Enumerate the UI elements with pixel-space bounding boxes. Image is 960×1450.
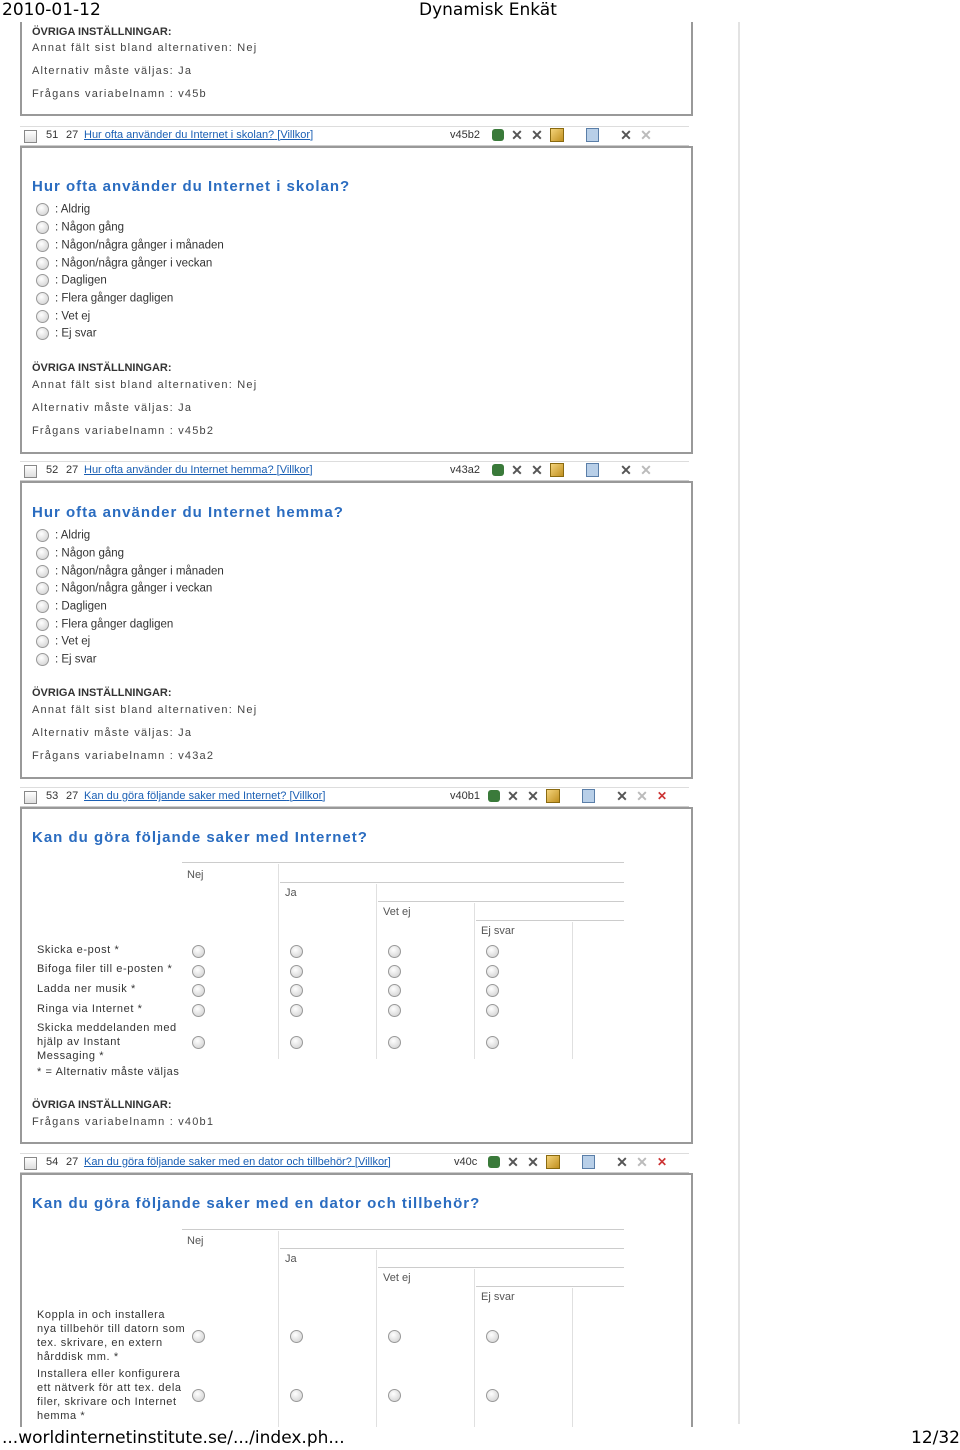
radio-button[interactable] bbox=[36, 653, 49, 666]
radio-button[interactable] bbox=[36, 257, 49, 270]
question-level: 27 bbox=[66, 129, 79, 141]
question-link[interactable]: Kan du göra följande saker med en dator och tillbehör? [Villkor] bbox=[84, 1156, 391, 1168]
radio-button[interactable] bbox=[486, 984, 499, 997]
radio-button[interactable] bbox=[486, 945, 499, 958]
question-number: 52 bbox=[46, 464, 59, 476]
radio-button[interactable] bbox=[36, 618, 49, 631]
delete-icon[interactable]: ✕ bbox=[531, 127, 543, 143]
radio-button[interactable] bbox=[192, 1004, 205, 1017]
settings-label: ÖVRIGA INSTÄLLNINGAR: bbox=[32, 1099, 172, 1111]
option-dagligen[interactable]: : Dagligen bbox=[36, 274, 107, 287]
column-header-vet-ej: Vet ej bbox=[383, 1272, 411, 1284]
delete-icon[interactable]: ✕ bbox=[511, 462, 523, 478]
radio-button[interactable] bbox=[290, 1389, 303, 1402]
copy-icon[interactable] bbox=[582, 1155, 595, 1169]
question-number: 54 bbox=[46, 1156, 59, 1168]
radio-button[interactable] bbox=[388, 984, 401, 997]
row-label: Bifoga filer till e-posten * bbox=[37, 963, 173, 975]
right-divider bbox=[738, 22, 740, 1424]
radio-button[interactable] bbox=[192, 945, 205, 958]
question-title: Hur ofta använder du Internet hemma? bbox=[32, 504, 344, 521]
select-checkbox[interactable] bbox=[24, 130, 37, 143]
settings-label: ÖVRIGA INSTÄLLNINGAR: bbox=[32, 362, 172, 374]
question-type-icon[interactable] bbox=[488, 790, 500, 802]
grid-divider bbox=[476, 920, 624, 921]
question-level: 27 bbox=[66, 790, 79, 802]
column-header-ej-svar: Ej svar bbox=[481, 925, 515, 937]
page-header bbox=[0, 0, 960, 24]
question-link[interactable]: Hur ofta använder du Internet i skolan? [Villkor] bbox=[84, 129, 314, 141]
row-label: Installera eller konfigurera ett nätverk för att tex. dela filer, skrivare och Internet hemma * bbox=[37, 1368, 182, 1422]
option-flera[interactable]: : Flera gånger dagligen bbox=[36, 618, 173, 631]
delete-icon[interactable]: ✕ bbox=[507, 1154, 519, 1170]
column-header-vet-ej: Vet ej bbox=[383, 906, 411, 918]
question-type-icon[interactable] bbox=[492, 129, 504, 141]
radio-button[interactable] bbox=[192, 965, 205, 978]
option-ej-svar[interactable]: : Ej svar bbox=[36, 653, 97, 666]
option-aldrig[interactable]: : Aldrig bbox=[36, 203, 90, 216]
copy-icon[interactable] bbox=[586, 128, 599, 142]
radio-button[interactable] bbox=[388, 1389, 401, 1402]
option-aldrig[interactable]: : Aldrig bbox=[36, 529, 90, 542]
question-link[interactable]: Kan du göra följande saker med Internet? [Villkor] bbox=[84, 790, 326, 802]
radio-button[interactable] bbox=[388, 945, 401, 958]
radio-button[interactable] bbox=[36, 529, 49, 542]
radio-button[interactable] bbox=[290, 945, 303, 958]
remove-disabled-icon: ✕ bbox=[640, 462, 652, 478]
option-vet-ej[interactable]: : Vet ej bbox=[36, 310, 90, 323]
radio-button[interactable] bbox=[192, 1036, 205, 1049]
option-ej-svar[interactable]: : Ej svar bbox=[36, 327, 97, 340]
footer-url: ...worldinternetinstitute.se/.../index.ph... bbox=[2, 1428, 345, 1448]
select-checkbox[interactable] bbox=[24, 1157, 37, 1170]
remove-icon[interactable]: ✕ bbox=[620, 127, 632, 143]
radio-button[interactable] bbox=[388, 1004, 401, 1017]
option-vet-ej[interactable]: : Vet ej bbox=[36, 635, 90, 648]
option-manaden[interactable]: : Någon/några gånger i månaden bbox=[36, 239, 224, 252]
remove-icon[interactable]: ✕ bbox=[620, 462, 632, 478]
radio-button[interactable] bbox=[290, 984, 303, 997]
variable-name: Frågans variabelnamn : v43a2 bbox=[32, 750, 215, 762]
required-footnote: * = Alternativ måste väljas bbox=[37, 1066, 180, 1078]
question-block-52 bbox=[20, 481, 693, 779]
question-link[interactable]: Hur ofta använder du Internet hemma? [Villkor] bbox=[84, 464, 313, 476]
radio-button[interactable] bbox=[290, 1036, 303, 1049]
variable-code: v40b1 bbox=[450, 790, 480, 802]
option-nagon-gang[interactable]: : Någon gång bbox=[36, 221, 124, 234]
grid-column-divider bbox=[474, 903, 475, 1059]
radio-button[interactable] bbox=[36, 310, 49, 323]
question-title: Hur ofta använder du Internet i skolan? bbox=[32, 178, 351, 195]
option-dagligen[interactable]: : Dagligen bbox=[36, 600, 107, 613]
grid-divider bbox=[182, 1229, 624, 1230]
question-block-previous bbox=[20, 22, 693, 116]
edit-icon[interactable] bbox=[550, 128, 564, 142]
remove-disabled-icon: ✕ bbox=[636, 1154, 648, 1170]
grid-column-divider bbox=[278, 864, 279, 1059]
select-checkbox[interactable] bbox=[24, 791, 37, 804]
select-checkbox[interactable] bbox=[24, 465, 37, 478]
remove-disabled-icon: ✕ bbox=[640, 127, 652, 143]
villkor-link[interactable]: [Villkor] bbox=[276, 464, 313, 476]
radio-button[interactable] bbox=[192, 1330, 205, 1343]
delete-icon[interactable]: ✕ bbox=[527, 1154, 539, 1170]
radio-button[interactable] bbox=[36, 600, 49, 613]
remove-disabled-icon: ✕ bbox=[636, 788, 648, 804]
question-block-54 bbox=[20, 1173, 693, 1427]
grid-column-divider bbox=[572, 1288, 573, 1427]
grid-column-divider bbox=[376, 1250, 377, 1427]
radio-button[interactable] bbox=[486, 1330, 499, 1343]
grid-divider bbox=[280, 1248, 624, 1249]
grid-column-divider bbox=[376, 884, 377, 1059]
row-label: Koppla in och installera nya tillbehör till datorn som tex. skrivare, en extern hårddisk mm. * bbox=[37, 1309, 186, 1363]
grid-column-divider bbox=[278, 1231, 279, 1427]
option-veckan[interactable]: : Någon/några gånger i veckan bbox=[36, 257, 212, 270]
settings-label: ÖVRIGA INSTÄLLNINGAR: bbox=[32, 687, 172, 699]
radio-button[interactable] bbox=[192, 1389, 205, 1402]
radio-button[interactable] bbox=[290, 965, 303, 978]
header-date: 2010-01-12 bbox=[2, 0, 101, 20]
grid-divider bbox=[378, 1267, 624, 1268]
alternativ-maste-setting: Alternativ måste väljas: Ja bbox=[32, 65, 193, 77]
edit-icon[interactable] bbox=[550, 463, 564, 477]
question-block-53 bbox=[20, 807, 693, 1144]
clear-icon[interactable]: ✕ bbox=[656, 789, 668, 803]
alternativ-maste-setting: Alternativ måste väljas: Ja bbox=[32, 727, 193, 739]
delete-icon[interactable]: ✕ bbox=[507, 788, 519, 804]
villkor-link[interactable]: [Villkor] bbox=[277, 129, 314, 141]
delete-icon[interactable]: ✕ bbox=[527, 788, 539, 804]
villkor-link[interactable]: [Villkor] bbox=[354, 1156, 391, 1168]
option-manaden[interactable]: : Någon/några gånger i månaden bbox=[36, 565, 224, 578]
question-row-52 bbox=[20, 461, 689, 481]
question-number: 51 bbox=[46, 129, 59, 141]
variable-code: v45b2 bbox=[450, 129, 480, 141]
radio-button[interactable] bbox=[486, 1004, 499, 1017]
annat-falt-setting: Annat fält sist bland alternativen: Nej bbox=[32, 379, 258, 391]
radio-button[interactable] bbox=[36, 221, 49, 234]
annat-falt-setting: Annat fält sist bland alternativen: Nej bbox=[32, 42, 258, 54]
question-number: 53 bbox=[46, 790, 59, 802]
grid-divider bbox=[182, 862, 624, 863]
radio-button[interactable] bbox=[290, 1330, 303, 1343]
option-flera[interactable]: : Flera gånger dagligen bbox=[36, 292, 173, 305]
annat-falt-setting: Annat fält sist bland alternativen: Nej bbox=[32, 704, 258, 716]
grid-column-divider bbox=[572, 922, 573, 1059]
settings-label: ÖVRIGA INSTÄLLNINGAR: bbox=[32, 26, 172, 38]
radio-button[interactable] bbox=[36, 239, 49, 252]
delete-icon[interactable]: ✕ bbox=[511, 127, 523, 143]
question-row-51 bbox=[20, 126, 689, 146]
copy-icon[interactable] bbox=[586, 463, 599, 477]
variable-code: v43a2 bbox=[450, 464, 480, 476]
question-type-icon[interactable] bbox=[488, 1156, 500, 1168]
row-label: Ladda ner musik * bbox=[37, 983, 136, 995]
radio-button[interactable] bbox=[388, 1036, 401, 1049]
radio-button[interactable] bbox=[290, 1004, 303, 1017]
grid-divider bbox=[378, 901, 624, 902]
radio-button[interactable] bbox=[36, 565, 49, 578]
grid-column-divider bbox=[474, 1269, 475, 1427]
row-label: Ringa via Internet * bbox=[37, 1003, 143, 1015]
variable-name: Frågans variabelnamn : v45b2 bbox=[32, 425, 215, 437]
radio-button[interactable] bbox=[36, 274, 49, 287]
option-veckan[interactable]: : Någon/några gånger i veckan bbox=[36, 582, 212, 595]
radio-button[interactable] bbox=[36, 582, 49, 595]
remove-icon[interactable]: ✕ bbox=[616, 788, 628, 804]
edit-icon[interactable] bbox=[546, 789, 560, 803]
row-label: Skicka meddelanden med hjälp av Instant Messaging * bbox=[37, 1022, 177, 1062]
question-block-51 bbox=[20, 146, 693, 454]
remove-icon[interactable]: ✕ bbox=[616, 1154, 628, 1170]
grid-divider bbox=[476, 1286, 624, 1287]
delete-icon[interactable]: ✕ bbox=[531, 462, 543, 478]
column-header-ja: Ja bbox=[285, 1253, 297, 1265]
question-level: 27 bbox=[66, 464, 79, 476]
radio-button[interactable] bbox=[36, 547, 49, 560]
radio-button[interactable] bbox=[36, 203, 49, 216]
column-header-ej-svar: Ej svar bbox=[481, 1291, 515, 1303]
variable-name: Frågans variabelnamn : v45b bbox=[32, 88, 207, 100]
radio-button[interactable] bbox=[486, 965, 499, 978]
radio-button[interactable] bbox=[36, 292, 49, 305]
clear-icon[interactable]: ✕ bbox=[656, 1155, 668, 1169]
page-number: 12/32 bbox=[911, 1428, 960, 1448]
radio-button[interactable] bbox=[486, 1036, 499, 1049]
page-footer bbox=[0, 1428, 960, 1450]
question-row-54 bbox=[20, 1153, 689, 1173]
edit-icon[interactable] bbox=[546, 1155, 560, 1169]
header-title: Dynamisk Enkät bbox=[419, 0, 557, 20]
option-nagon-gang[interactable]: : Någon gång bbox=[36, 547, 124, 560]
variable-name: Frågans variabelnamn : v40b1 bbox=[32, 1116, 215, 1128]
column-header-nej: Nej bbox=[187, 1235, 204, 1247]
radio-button[interactable] bbox=[388, 965, 401, 978]
radio-button[interactable] bbox=[486, 1389, 499, 1402]
alternativ-maste-setting: Alternativ måste väljas: Ja bbox=[32, 402, 193, 414]
copy-icon[interactable] bbox=[582, 789, 595, 803]
radio-button[interactable] bbox=[192, 984, 205, 997]
question-row-53 bbox=[20, 787, 689, 807]
radio-button[interactable] bbox=[36, 635, 49, 648]
column-header-nej: Nej bbox=[187, 869, 204, 881]
column-header-ja: Ja bbox=[285, 887, 297, 899]
variable-code: v40c bbox=[454, 1156, 478, 1168]
villkor-link[interactable]: [Villkor] bbox=[289, 790, 326, 802]
radio-button[interactable] bbox=[36, 327, 49, 340]
question-level: 27 bbox=[66, 1156, 79, 1168]
row-label: Skicka e-post * bbox=[37, 944, 120, 956]
question-title: Kan du göra följande saker med en dator och tillbehör? bbox=[32, 1195, 481, 1212]
grid-divider bbox=[280, 882, 624, 883]
question-title: Kan du göra följande saker med Internet? bbox=[32, 829, 368, 846]
radio-button[interactable] bbox=[388, 1330, 401, 1343]
question-type-icon[interactable] bbox=[492, 464, 504, 476]
